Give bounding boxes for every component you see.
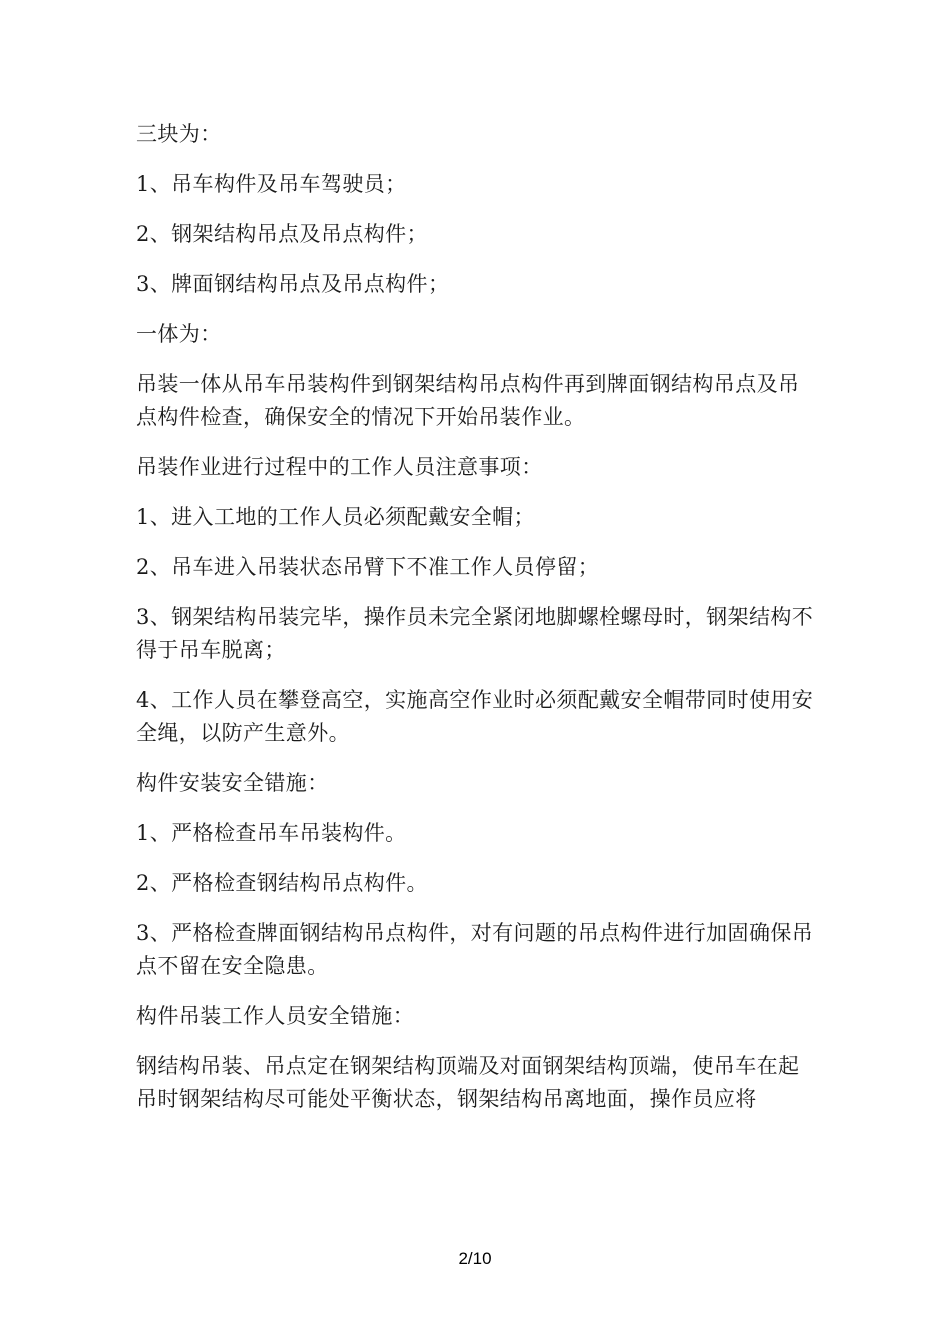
list-item: 3、严格检查牌面钢结构吊点构件，对有问题的吊点构件进行加固确保吊点不留在安全隐患。 — [136, 921, 814, 978]
list-item: 2、严格检查钢结构吊点构件。 — [136, 871, 428, 895]
paragraph: 三块为： — [136, 122, 222, 146]
list-item: 3、牌面钢结构吊点及吊点构件； — [136, 272, 450, 296]
section-heading: 构件吊装工作人员安全错施： — [136, 1004, 415, 1028]
list-item: 1、严格检查吊车吊装构件。 — [136, 821, 407, 845]
list-item: 2、吊车进入吊装状态吊臂下不准工作人员停留； — [136, 555, 600, 579]
document-body — [136, 118, 820, 1133]
paragraph: 吊装一体从吊车吊装构件到钢架结构吊点构件再到牌面钢结构吊点及吊点构件检查，确保安全的情况下开始吊装作业。 — [136, 372, 800, 429]
paragraph: 钢结构吊装、吊点定在钢架结构顶端及对面钢架结构顶端，使吊车在起吊时钢架结构尽可能处平衡状态，钢架结构吊离地面，操作员应将 — [136, 1054, 800, 1111]
list-item: 1、吊车构件及吊车驾驶员； — [136, 172, 407, 196]
list-item: 3、钢架结构吊装完毕，操作员未完全紧闭地脚螺栓螺母时，钢架结构不得于吊车脱离； — [136, 605, 814, 662]
list-item: 2、钢架结构吊点及吊点构件； — [136, 222, 428, 246]
list-item: 4、工作人员在攀登高空，实施高空作业时必须配戴安全帽带同时使用安全绳，以防产生意外。 — [136, 688, 814, 745]
section-heading: 吊装作业进行过程中的工作人员注意事项： — [136, 455, 543, 479]
page-number: 2/10 — [458, 1249, 492, 1268]
list-item: 1、进入工地的工作人员必须配戴安全帽； — [136, 505, 535, 529]
paragraph: 一体为： — [136, 322, 222, 346]
section-heading: 构件安装安全错施： — [136, 771, 329, 795]
